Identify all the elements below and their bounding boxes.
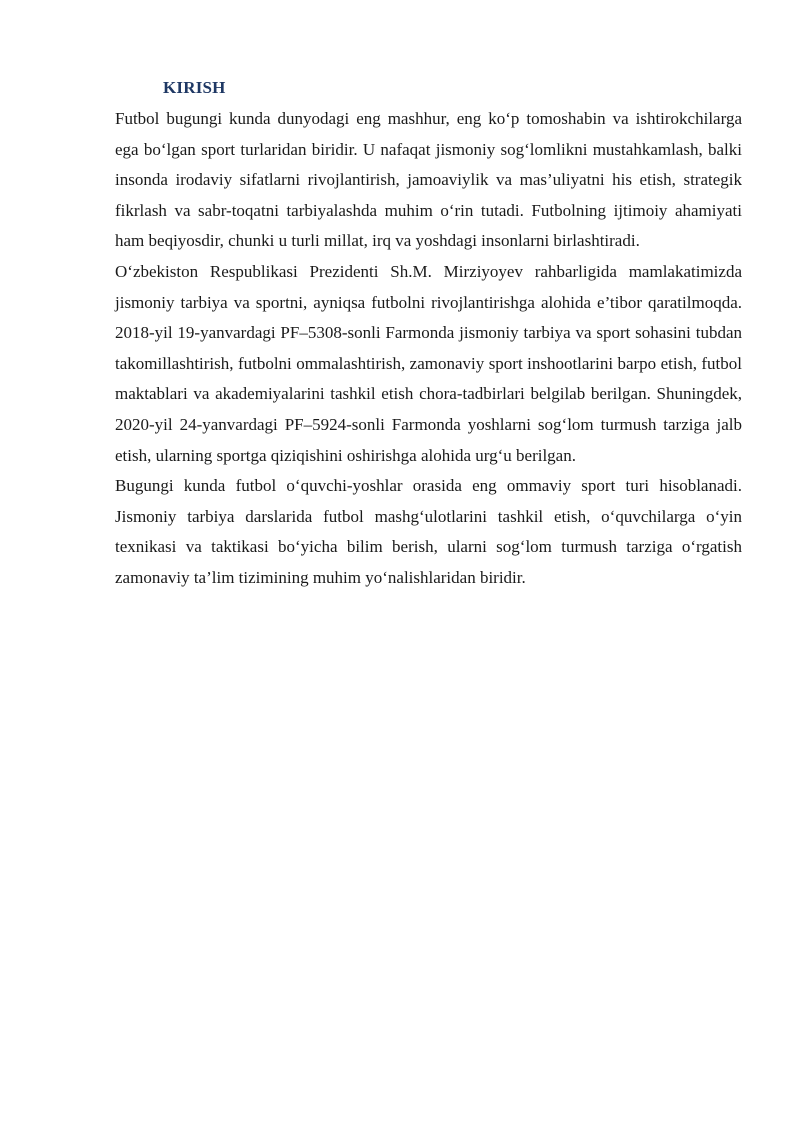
paragraph-presidential-decrees: Oʻzbekiston Respublikasi Prezidenti Sh.M. Mirziyoyev rahbarligida mamlakatimizda jismoniy tarbiya va sportni, ayniqsa futbolni rivojlantirishga alohida e’tibor qaratilmoqda. 2018-yil 19-yanvardagi PF–5308-sonli Farmonda jismoniy tarbiya va sport sohasini tubdan takomillashtirish, futbolni ommalashtirish, zamonaviy sport inshootlarini barpo etish, futbol maktablari va akademiyalarini tashkil etish chora-tadbirlari belgilab berilgan. Shuningdek, 2020-yil 24-yanvardagi PF–5924-sonli Farmonda yoshlarni sogʻlom turmush tarziga jalb etish, ularning sportga qiziqishini oshirishga alohida urgʻu berilgan. <box>115 261 742 465</box>
document-body <box>115 74 742 594</box>
section-heading: KIRISH <box>163 78 226 97</box>
paragraph-school-football: Bugungi kunda futbol oʻquvchi-yoshlar orasida eng ommaviy sport turi hisoblanadi. Jismoniy tarbiya darslarida futbol mashgʻulotlarini tashkil etish, oʻquvchilarga oʻyin texnikasi va taktikasi boʻyicha bilim berish, ularni sogʻlom turmush tarziga oʻrgatish zamonaviy ta’lim tizimining muhim yoʻnalishlaridan biridir. <box>115 476 742 587</box>
paragraph-intro: Futbol bugungi kunda dunyodagi eng mashhur, eng koʻp tomoshabin va ishtirokchilarga ega boʻlgan sport turlaridan biridir. U nafaqat jismoniy sogʻlomlikni mustahkamlash, balki insonda irodaviy sifatlarni rivojlantirish, jamoaviylik va mas’uliyatni his etish, strategik fikrlash va sabr-toqatni tarbiyalashda muhim oʻrin tutadi. Futbolning ijtimoiy ahamiyati ham beqiyosdir, chunki u turli millat, irq va yoshdagi insonlarni birlashtiradi. <box>115 109 742 251</box>
